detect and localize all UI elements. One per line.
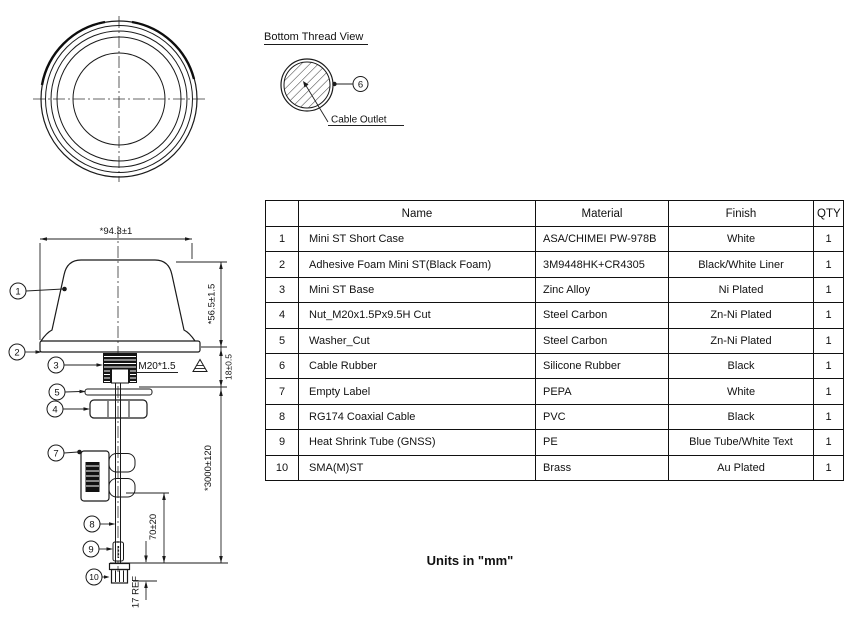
dim-connector-offset-text: 70±20 [148, 513, 159, 541]
table-cell: 5 [266, 328, 299, 353]
table-cell: 10 [266, 455, 299, 480]
washer [85, 389, 152, 395]
table-cell: Black/White Liner [669, 252, 814, 277]
nut [90, 400, 147, 418]
table-cell: Nut_M20x1.5Px9.5H Cut [299, 303, 536, 328]
balloon-4-number: 4 [52, 404, 58, 416]
table-row [266, 430, 844, 455]
header-material: Material [536, 201, 669, 227]
antenna-top-view [33, 16, 205, 182]
header-name: Name [299, 201, 536, 227]
table-cell: Cable Rubber [299, 353, 536, 378]
table-row [266, 404, 844, 429]
dim-cable-length [203, 387, 223, 563]
table-cell: Blue Tube/White Text [669, 430, 814, 455]
table-cell: 1 [814, 455, 844, 480]
balloon-10-number: 10 [89, 572, 99, 583]
header-finish: Finish [669, 201, 814, 227]
table-cell: 1 [266, 227, 299, 252]
table-row [266, 227, 844, 252]
header-qty: QTY [814, 201, 844, 227]
table-cell: 3 [266, 277, 299, 302]
table-row [266, 328, 844, 353]
table-cell: PEPA [536, 379, 669, 404]
cable-outlet-label: Cable Outlet [331, 114, 387, 126]
revision-flag-icon [193, 360, 207, 372]
table-cell: SMA(M)ST [299, 455, 536, 480]
thread-spec-text: M20*1.5 [138, 361, 176, 372]
table-cell: 1 [814, 379, 844, 404]
balloon-2-number: 2 [14, 347, 20, 359]
balloon-1-number: 1 [15, 286, 21, 298]
table-cell: PVC [536, 404, 669, 429]
table-cell: 1 [814, 277, 844, 302]
table-row [266, 277, 844, 302]
table-cell: Black [669, 404, 814, 429]
table-cell: Mini ST Short Case [299, 227, 536, 252]
table-cell: Empty Label [299, 379, 536, 404]
table-cell: 9 [266, 430, 299, 455]
dim-thread-height-text: 18±0.5 [223, 354, 234, 380]
dimensions [40, 226, 234, 608]
thread-section [103, 353, 137, 383]
dim-width-text: *94.3±1 [99, 226, 133, 237]
label-wrap-bottom [109, 479, 135, 498]
parts-table [265, 200, 844, 481]
table-cell: Mini ST Base [299, 277, 536, 302]
balloon-3-number: 3 [53, 360, 59, 372]
table-cell: PE [536, 430, 669, 455]
balloon-2 [9, 344, 42, 360]
thread-notch [112, 369, 129, 383]
table-cell: Silicone Rubber [536, 353, 669, 378]
table-cell: 3M9448HK+CR4305 [536, 252, 669, 277]
antenna-side-view [40, 226, 200, 583]
base-plate [40, 341, 200, 352]
header-index [266, 201, 299, 227]
table-cell: Black [669, 353, 814, 378]
table-row [266, 252, 844, 277]
table-cell: Steel Carbon [536, 328, 669, 353]
sma-connector [110, 564, 130, 584]
table-cell: 7 [266, 379, 299, 404]
dim-connector-offset [126, 493, 169, 563]
table-cell: RG174 Coaxial Cable [299, 404, 536, 429]
table-cell: Steel Carbon [536, 303, 669, 328]
table-cell: Zn-Ni Plated [669, 303, 814, 328]
table-cell: 1 [814, 404, 844, 429]
table-cell: 1 [814, 252, 844, 277]
table-row [266, 303, 844, 328]
balloon-7-number: 7 [53, 448, 59, 460]
table-cell: 1 [814, 353, 844, 378]
table-row [266, 379, 844, 404]
outer-arc-right [132, 22, 194, 79]
balloon-8 [84, 516, 116, 532]
balloon-6-number: 6 [357, 79, 364, 91]
table-cell: Adhesive Foam Mini ST(Black Foam) [299, 252, 536, 277]
balloon-8-number: 8 [89, 519, 95, 531]
heat-shrink-tube [113, 542, 124, 561]
balloon-1 [10, 283, 67, 299]
table-header-row [266, 201, 844, 227]
dim-cable-length-text: *3000±120 [203, 445, 214, 491]
balloon-3 [48, 357, 103, 373]
thread-spec-callout [137, 360, 207, 373]
table-cell: 6 [266, 353, 299, 378]
parts-table-body [266, 227, 844, 481]
table-cell: Ni Plated [669, 277, 814, 302]
table-cell: Heat Shrink Tube (GNSS) [299, 430, 536, 455]
bottom-thread-view-title: Bottom Thread View [264, 31, 364, 43]
table-row [266, 353, 844, 378]
table-cell: Au Plated [669, 455, 814, 480]
outer-arc-left [42, 22, 105, 85]
table-cell: Zn-Ni Plated [669, 328, 814, 353]
table-cell: White [669, 379, 814, 404]
balloon-5 [49, 384, 86, 400]
units-note: Units in "mm" [426, 553, 514, 568]
label-wrap-top [109, 454, 135, 473]
balloon-5-number: 5 [54, 387, 60, 399]
table-cell: Washer_Cut [299, 328, 536, 353]
table-cell: 1 [814, 227, 844, 252]
table-cell: White [669, 227, 814, 252]
dim-height [176, 262, 227, 347]
bottom-thread-view [264, 31, 404, 126]
balloon-callouts [9, 283, 116, 585]
table-cell: 1 [814, 328, 844, 353]
balloon-7 [48, 445, 82, 461]
table-cell: ASA/CHIMEI PW-978B [536, 227, 669, 252]
table-cell: Zinc Alloy [536, 277, 669, 302]
dim-connector-length [131, 541, 158, 608]
dim-connector-length-text: 17 REF [130, 575, 142, 609]
table-cell: 8 [266, 404, 299, 429]
balloon-10 [86, 569, 110, 585]
table-cell: 1 [814, 430, 844, 455]
table-cell: 2 [266, 252, 299, 277]
balloon-9 [83, 541, 113, 557]
balloon-4 [47, 401, 90, 417]
table-cell: Brass [536, 455, 669, 480]
table-cell: 1 [814, 303, 844, 328]
table-cell: 4 [266, 303, 299, 328]
empty-label [81, 451, 135, 501]
table-row [266, 455, 844, 480]
balloon-9-number: 9 [88, 544, 94, 556]
dim-height-text: *56.5±1.5 [206, 283, 218, 325]
